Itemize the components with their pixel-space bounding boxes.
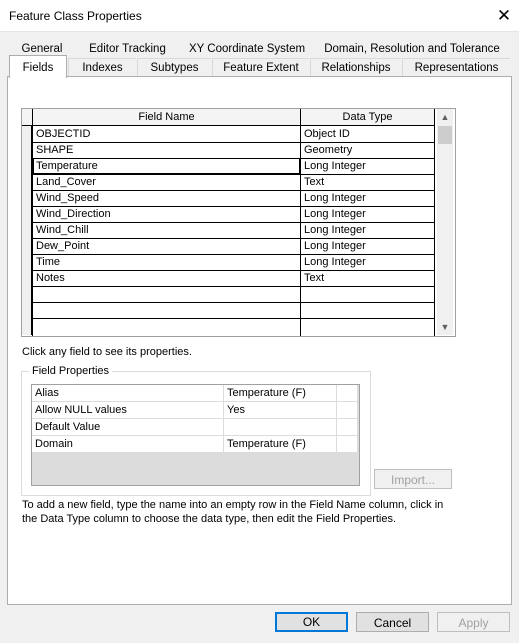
ok-button[interactable]: OK (275, 612, 348, 632)
row-selector[interactable] (22, 174, 32, 190)
data-type-cell[interactable]: Long Integer (304, 208, 366, 220)
field-properties-table[interactable] (31, 384, 360, 486)
field-name-cell[interactable]: Time (36, 256, 61, 268)
property-value-cell[interactable]: Yes (224, 402, 336, 418)
data-type-cell[interactable]: Text (304, 272, 325, 284)
field-name-cell[interactable]: SHAPE (36, 144, 74, 156)
window-title: Feature Class Properties (9, 9, 142, 23)
field-name-cell[interactable]: Wind_Speed (36, 192, 99, 204)
data-type-cell[interactable]: Geometry (304, 144, 353, 156)
tab-subtypes[interactable]: Subtypes (137, 58, 211, 77)
tab-representations[interactable]: Representations (402, 58, 510, 77)
cancel-button[interactable]: Cancel (356, 612, 429, 632)
row-selector[interactable] (22, 190, 32, 206)
import-button[interactable]: Import... (374, 469, 452, 489)
row-selector[interactable] (22, 270, 32, 286)
data-type-header[interactable]: Data Type (301, 109, 435, 126)
row-selector[interactable] (22, 318, 32, 335)
tab-indexes[interactable]: Indexes (68, 58, 136, 77)
data-type-cell[interactable]: Long Integer (304, 240, 366, 252)
field-name-cell[interactable]: Wind_Chill (36, 224, 89, 236)
property-value-cell[interactable]: Temperature (F) (224, 385, 336, 401)
add-field-hint: To add a new field, type the name into an empty row in the Field Name column, click in the Data Type column to choose the data type, then edit the Field Properties. (22, 499, 444, 525)
field-name-header[interactable]: Field Name (33, 109, 301, 126)
click-field-hint: Click any field to see its properties. (22, 346, 192, 358)
property-extra-cell[interactable] (337, 419, 357, 435)
field-name-cell[interactable]: Notes (36, 272, 65, 284)
tab-xy-coordinate-system[interactable]: XY Coordinate System (188, 43, 306, 55)
field-name-cell[interactable]: Land_Cover (36, 176, 96, 188)
property-extra-cell[interactable] (337, 385, 357, 401)
data-type-cell-empty[interactable] (301, 318, 434, 334)
tab-fields[interactable]: Fields (9, 55, 67, 78)
scroll-down-icon[interactable]: ▼ (440, 322, 450, 332)
tab-relationships[interactable]: Relationships (310, 58, 401, 77)
data-type-cell[interactable]: Long Integer (304, 224, 366, 236)
data-type-cell[interactable]: Long Integer (304, 256, 366, 268)
scroll-thumb[interactable] (438, 126, 452, 144)
row-selector[interactable] (22, 222, 32, 238)
row-selector[interactable] (22, 206, 32, 222)
property-extra-cell[interactable] (337, 436, 357, 452)
row-selector[interactable] (22, 142, 32, 158)
property-name-cell: Domain (32, 436, 223, 452)
fields-grid-scrollbar[interactable] (437, 109, 453, 335)
data-type-cell-empty[interactable] (301, 286, 434, 302)
property-value-cell[interactable] (224, 419, 336, 435)
row-selector[interactable] (22, 126, 32, 142)
property-value-cell[interactable]: Temperature (F) (224, 436, 336, 452)
property-name-cell: Default Value (32, 419, 223, 435)
field-properties-legend: Field Properties (29, 365, 112, 377)
row-selector[interactable] (22, 238, 32, 254)
field-name-cell[interactable]: Dew_Point (36, 240, 90, 252)
apply-button[interactable]: Apply (437, 612, 510, 632)
close-icon[interactable]: ✕ (496, 6, 512, 25)
tab-feature-extent[interactable]: Feature Extent (212, 58, 309, 77)
row-selector[interactable] (22, 158, 32, 174)
field-name-cell-empty[interactable] (33, 318, 300, 334)
tab-general[interactable]: General (21, 43, 63, 55)
row-selector[interactable] (22, 302, 32, 318)
row-selector[interactable] (22, 254, 32, 270)
row-selector[interactable] (22, 286, 32, 302)
data-type-cell-empty[interactable] (301, 302, 434, 318)
tab-editor-tracking[interactable]: Editor Tracking (89, 43, 166, 55)
field-name-cell-selected[interactable]: Temperature (33, 158, 300, 174)
title-bar (0, 0, 519, 32)
field-name-cell-empty[interactable] (33, 286, 300, 302)
property-extra-cell[interactable] (337, 402, 357, 418)
property-name-cell: Allow NULL values (32, 402, 223, 418)
field-name-cell[interactable]: OBJECTID (36, 128, 91, 140)
data-type-cell[interactable]: Long Integer (304, 160, 366, 172)
data-type-cell[interactable]: Long Integer (304, 192, 366, 204)
property-name-cell: Alias (32, 385, 223, 401)
scroll-up-icon[interactable]: ▲ (440, 112, 450, 122)
data-type-cell[interactable]: Object ID (304, 128, 350, 140)
data-type-cell[interactable]: Text (304, 176, 325, 188)
field-name-cell-empty[interactable] (33, 302, 300, 318)
fields-grid[interactable] (21, 108, 456, 337)
tab-domain-resolution-tolerance[interactable]: Domain, Resolution and Tolerance (324, 43, 500, 55)
field-name-cell[interactable]: Wind_Direction (36, 208, 111, 220)
